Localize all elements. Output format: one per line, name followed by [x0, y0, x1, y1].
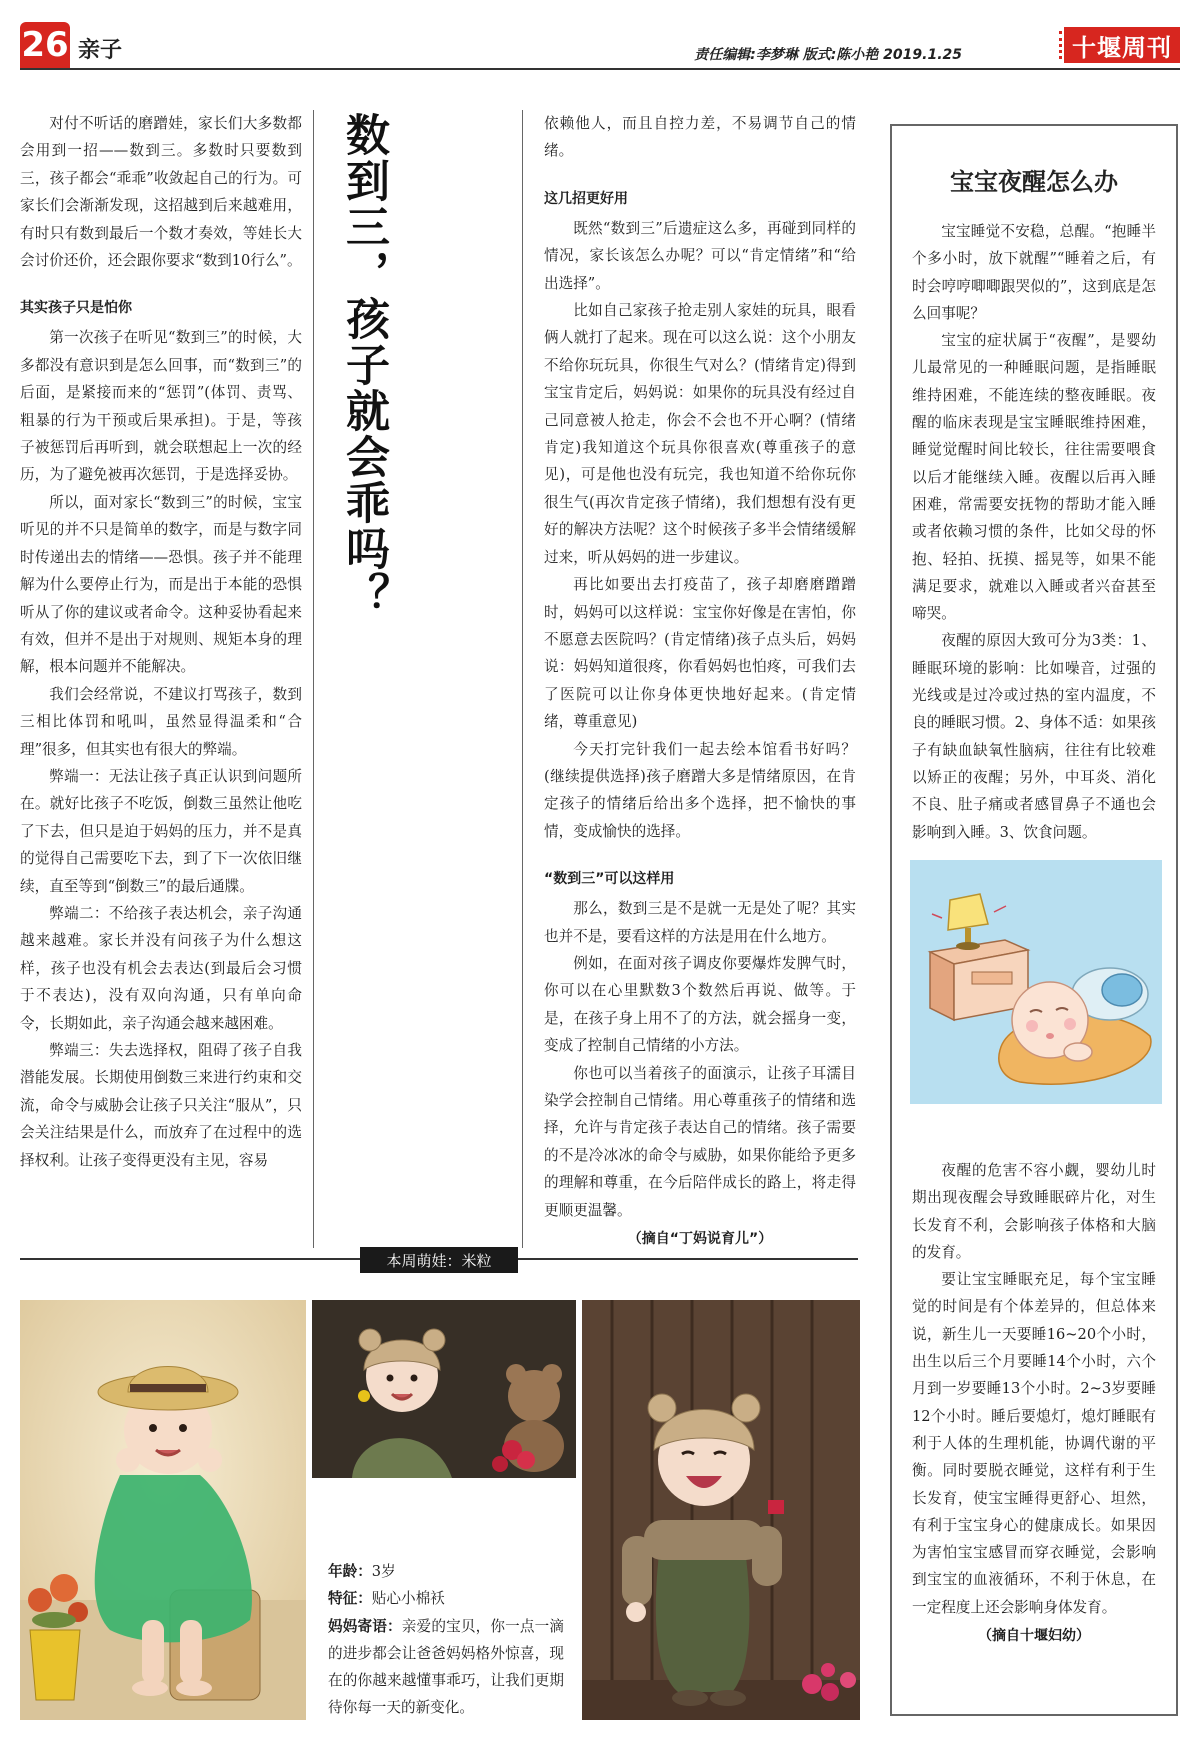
article-column-1 — [20, 110, 302, 1174]
paragraph: 依赖他人，而且自控力差，不易调节自己的情绪。 — [544, 115, 856, 160]
paragraph: 我们会经常说，不建议打骂孩子，数到三相比体罚和吼叫，虽然显得温柔和“合理”很多，但其实也有很大的弊端。 — [20, 685, 302, 758]
paragraph: 你也可以当着孩子的面演示，让孩子耳濡目染学会控制自己情绪。用心尊重孩子的情绪和选择，允许与肯定孩子表达自己的情绪。孩子需要的不是冷冰冰的命令与威胁，如果你能给予更多的理解和尊重，在今后陪伴成长的路上，将走得更顺更温馨。 — [544, 1064, 856, 1219]
baby-age — [328, 1558, 564, 1585]
baby-photo-1 — [20, 1300, 306, 1720]
paragraph: 第一次孩子在听见“数到三”的时候，大多都没有意识到是怎么回事，而“数到三”的后面，是紧接而来的“惩罚”(体罚、责骂、粗暴的行为干预或后果承担)。于是，等孩子被惩罚后再听到，就会联想起上一次的经历，为了避免被再次惩罚，于是选择妥协。 — [20, 329, 302, 484]
article-title: 数到三，孩子就会乖吗？ — [338, 112, 389, 618]
message-label: 妈妈寄语： — [328, 1617, 402, 1635]
subheading: 其实孩子只是怕你 — [20, 300, 132, 317]
article-source: （摘自“丁妈说育儿”） — [627, 1231, 773, 1248]
trait-value: 贴心小棉袄 — [371, 1590, 445, 1608]
sidebar-text-2 — [912, 1157, 1156, 1621]
sidebar-title: 宝宝夜醒怎么办 — [950, 167, 1118, 196]
sidebar-paragraph: 夜醒的原因大致可分为3类：1、睡眠环境的影响：比如噪音，过强的光线或是过冷或过热的室内温度，不良的睡眠习惯。2、身体不适：如果孩子有缺血缺氧性脑病，往往有比较难以矫正的夜醒；另外，中耳炎、消化不良、肚子痛或者感冒鼻子不通也会影响到入睡。3、饮食问题。 — [912, 632, 1156, 841]
sidebar-paragraph: 宝宝的症状属于“夜醒”，是婴幼儿最常见的一种睡眠问题，是指睡眠维持困难，不能连续的整夜睡眠。夜醒的临床表现是宝宝睡眠维持困难，睡觉觉醒时间比较长，往往需要喂食以后才能继续入睡。夜醒以后再入睡困难，常需要安抚物的帮助才能入睡或者依赖习惯的条件，比如父母的怀抱、轻拍、抚摸、摇晃等，如果不能满足要求，就难以入睡或者兴奋甚至啼哭。 — [912, 332, 1156, 623]
subheading: 这几招更好用 — [544, 190, 628, 207]
paragraph: 既然“数到三”后遗症这么多，再碰到同样的情况，家长该怎么办呢？可以“肯定情绪”和“给出选择”。 — [544, 219, 856, 292]
sleeping-baby-illustration — [910, 860, 1162, 1104]
paragraph: 对付不听话的磨蹭娃，家长们大多数都会用到一招——数到三。多数时只要数到三，孩子都会“乖乖”收敛起自己的行为。可家长们会渐渐发现，这招越到后来越难用，有时只有数到最后一个数才奏效，等娃长大会讨价还价，还会跟你要求“数到10行么”。 — [20, 115, 302, 270]
baby-message — [328, 1613, 564, 1722]
paragraph: 弊端三：失去选择权，阻碍了孩子自我潜能发展。长期使用倒数三来进行约束和交流，命令与威胁会让孩子只关注“服从”，只会关注结果是什么，而放弃了在过程中的选择权利。让孩子变得更没有主见，容易 — [20, 1042, 302, 1169]
paragraph: 那么，数到三是不是就一无是处了呢？其实也并不是，要看这样的方法是用在什么地方。 — [544, 900, 856, 945]
column-divider — [313, 110, 314, 1248]
message-value: 亲爱的宝贝，你一点一滴的进步都会让爸爸妈妈格外惊喜，现在的你越来越懂事乖巧，让我们更期待你每一天的新变化。 — [328, 1617, 564, 1717]
age-value: 3岁 — [371, 1563, 396, 1580]
sidebar-paragraph: 夜醒的危害不容小觑，婴幼儿时期出现夜醒会导致睡眠碎片化，对生长发育不利，会影响孩子体格和大脑的发育。 — [912, 1162, 1156, 1261]
trait-label: 特征： — [328, 1590, 372, 1608]
sidebar-paragraph: 要让宝宝睡眠充足，每个宝宝睡觉的时间是有个体差异的，但总体来说，新生儿一天要睡16~20个小时，出生以后三个月要睡14个小时，六个月到一岁要睡13个小时。2~3岁要睡12个小时。睡后要熄灯，熄灯睡眠有利于人体的生理机能，协调代谢的平衡。同时要脱衣睡觉，这样有利于生长发育，使宝宝睡得更舒心、坦然，有利于宝宝身心的健康成长。如果因为害怕宝宝感冒而穿衣睡觉，会影响到宝宝的血液循环，不利于休息，在一定程度上还会影响身体发育。 — [912, 1271, 1156, 1616]
baby-trait — [328, 1585, 564, 1612]
paragraph: 例如，在面对孩子调皮你要爆炸发脾气时，你可以在心里默数3个数然后再说、做等。于是，在孩子身上用不了的方法，就会摇身一变，变成了控制自己情绪的小方法。 — [544, 954, 856, 1055]
paragraph: 所以，面对家长“数到三”的时候，宝宝听见的并不只是简单的数字，而是与数字同时传递出去的情绪——恐惧。孩子并不能理解为什么要停止行为，而是出于本能的恐惧听从了你的建议或者命令。这种妥协看起来有效，但并不是出于对规则、规矩本身的理解，根本问题并不能解决。 — [20, 493, 302, 676]
header-rule — [20, 68, 1180, 70]
column-divider — [522, 110, 523, 1248]
editor-credits: 责任编辑:李梦琳 版式:陈小艳 2019.1.25 — [694, 47, 962, 63]
baby-info — [328, 1558, 564, 1722]
sidebar-source: （摘自十堰妇幼） — [978, 1628, 1090, 1644]
page-number: 26 — [20, 22, 70, 68]
sidebar-paragraph: 宝宝睡觉不安稳，总醒。“抱睡半个多小时，放下就醒”“睡着之后，有时会哼哼唧唧跟哭似的”，这到底是怎么回事呢？ — [912, 223, 1156, 322]
paragraph: 今天打完针我们一起去绘本馆看书好吗？(继续提供选择)孩子磨蹭大多是情绪原因，在肯定孩子的情绪后给出多个选择，把不愉快的事情，变成愉快的选择。 — [544, 740, 856, 840]
age-label: 年龄： — [328, 1563, 372, 1580]
article-column-2 — [544, 110, 856, 1253]
subheading: “数到三”可以这样用 — [544, 871, 675, 888]
paragraph: 比如自己家孩子抢走别人家娃的玩具，眼看俩人就打了起来。现在可以这么说：这个小朋友不给你玩玩具，你很生气对么？(情绪肯定)得到宝宝肯定后，妈妈说：如果你的玩具没有经过自己同意被人抢走，你会不会也不开心啊？(情绪肯定)我知道这个玩具你很喜欢(尊重孩子的意见)，可是他也没有玩完，我也知道不给你玩你很生气(再次肯定孩子情绪)，我们想想有没有更好的解决方法呢？这个时候孩子多半会情绪缓解过来，听从妈妈的进一步建议。 — [544, 302, 856, 566]
paragraph: 弊端二：不给孩子表达机会，亲子沟通越来越难。家长并没有问孩子为什么想这样，孩子也没有机会去表达(到最后会习惯于不表达)，没有双向沟通，只有单向命令，长期如此，亲子沟通会越来越困难。 — [20, 904, 302, 1032]
paragraph: 弊端一：无法让孩子真正认识到问题所在。就好比孩子不吃饭，倒数三虽然让他吃了下去，但只是迫于妈妈的压力，并不是真的觉得自己需要吃下去，到了下一次依旧继续，直至等到“倒数三”的最后通牒。 — [20, 767, 302, 895]
baby-of-week-banner: 本周萌娃：米粒 — [360, 1247, 518, 1273]
sidebar-text-1 — [912, 218, 1156, 846]
masthead: 十堰周刊 — [1064, 27, 1180, 63]
baby-photo-3 — [582, 1300, 860, 1720]
section-name: 亲子 — [78, 38, 123, 63]
paragraph: 再比如要出去打疫苗了，孩子却磨磨蹭蹭时，妈妈可以这样说：宝宝你好像是在害怕，你不愿意去医院吗？(肯定情绪)孩子点头后，妈妈说：妈妈知道很疼，你看妈妈也怕疼，可我们去了医院可以让你身体更快地好起来。(肯定情绪，尊重意见) — [544, 576, 856, 731]
baby-photo-2 — [312, 1300, 576, 1478]
